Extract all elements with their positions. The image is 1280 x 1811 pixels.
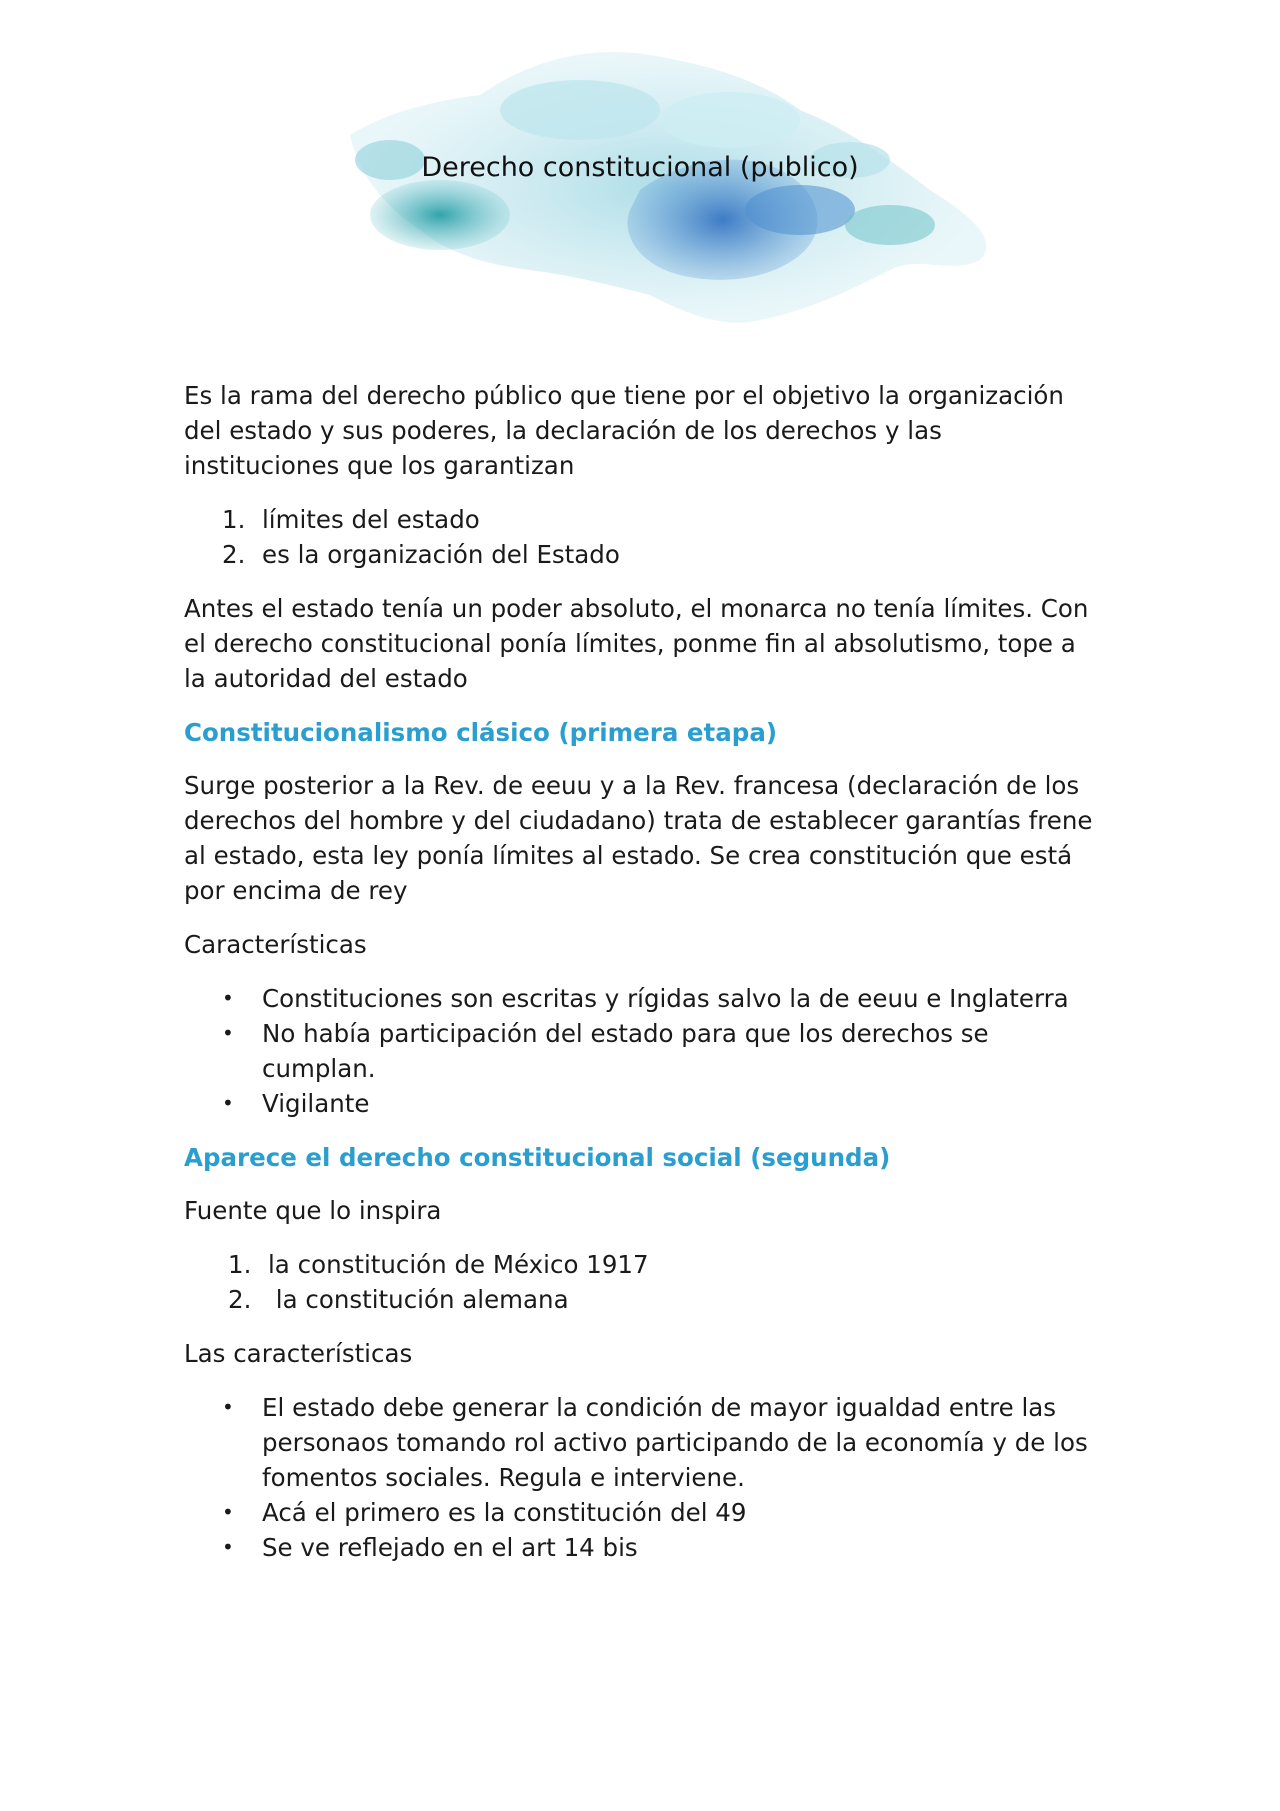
numbered-list-sources <box>184 1247 1104 1317</box>
characteristics-label: Características <box>184 930 367 959</box>
list-item-text: la constitución de México 1917 <box>268 1250 649 1279</box>
bullet-icon: • <box>222 986 234 1010</box>
document-body <box>184 378 1104 1584</box>
bullet-icon: • <box>222 1500 234 1524</box>
list-item <box>184 981 1104 1016</box>
list-number: 1. <box>222 505 246 534</box>
list-item <box>184 537 1104 572</box>
bullet-icon: • <box>222 1091 234 1115</box>
list-item-text: la constitución alemana <box>268 1285 569 1314</box>
intro-paragraph: Es la rama del derecho público que tiene por el objetivo la organización del estado y sus poderes, la declaración de los derechos y las instituciones que los garantizan <box>184 381 1064 480</box>
list-item <box>184 1282 1104 1317</box>
bullet-list-social <box>184 1390 1104 1565</box>
list-item <box>184 1247 1104 1282</box>
bullet-icon: • <box>222 1395 234 1419</box>
section-heading-classic: Constitucionalismo clásico (primera etapa) <box>184 718 778 747</box>
section-heading-social: Aparece el derecho constitucional social (segunda) <box>184 1143 891 1172</box>
absolutism-paragraph: Antes el estado tenía un poder absoluto, el monarca no tenía límites. Con el derecho constitucional ponía límites, ponme fin al absolutismo, tope a la autoridad del estado <box>184 594 1089 693</box>
list-item-text: Se ve reflejado en el art 14 bis <box>262 1533 638 1562</box>
list-item-text: No había participación del estado para que los derechos se cumplan. <box>262 1019 989 1083</box>
list-item <box>184 1086 1104 1121</box>
list-item <box>184 1390 1104 1495</box>
list-number: 2. <box>228 1285 252 1314</box>
list-item-text: es la organización del Estado <box>262 540 620 569</box>
list-item-text: Constituciones son escritas y rígidas salvo la de eeuu e Inglaterra <box>262 984 1069 1013</box>
document-title: Derecho constitucional (publico) <box>421 152 859 183</box>
list-number: 2. <box>222 540 246 569</box>
list-item-text: El estado debe generar la condición de mayor igualdad entre las personaos tomando rol activo participando de la economía y de los fomentos sociales. Regula e interviene. <box>262 1393 1088 1492</box>
list-item-text: Vigilante <box>262 1089 370 1118</box>
list-item <box>184 1495 1104 1530</box>
list-item <box>184 1530 1104 1565</box>
characteristics-label-2: Las características <box>184 1339 413 1368</box>
numbered-list-limits <box>184 502 1104 572</box>
watercolor-banner-image <box>330 40 1010 340</box>
list-item-text: límites del estado <box>262 505 480 534</box>
list-item <box>184 1016 1104 1086</box>
list-item-text: Acá el primero es la constitución del 49 <box>262 1498 747 1527</box>
bullet-icon: • <box>222 1021 234 1045</box>
bullet-list-classic <box>184 981 1104 1121</box>
bullet-icon: • <box>222 1535 234 1559</box>
source-label: Fuente que lo inspira <box>184 1196 442 1225</box>
classic-paragraph: Surge posterior a la Rev. de eeuu y a la Rev. francesa (declaración de los derechos del hombre y del ciudadano) trata de establecer garantías frene al estado, esta ley ponía límites al estado. Se crea constitución que está por encima de rey <box>184 771 1093 905</box>
list-number: 1. <box>228 1250 252 1279</box>
list-item <box>184 502 1104 537</box>
